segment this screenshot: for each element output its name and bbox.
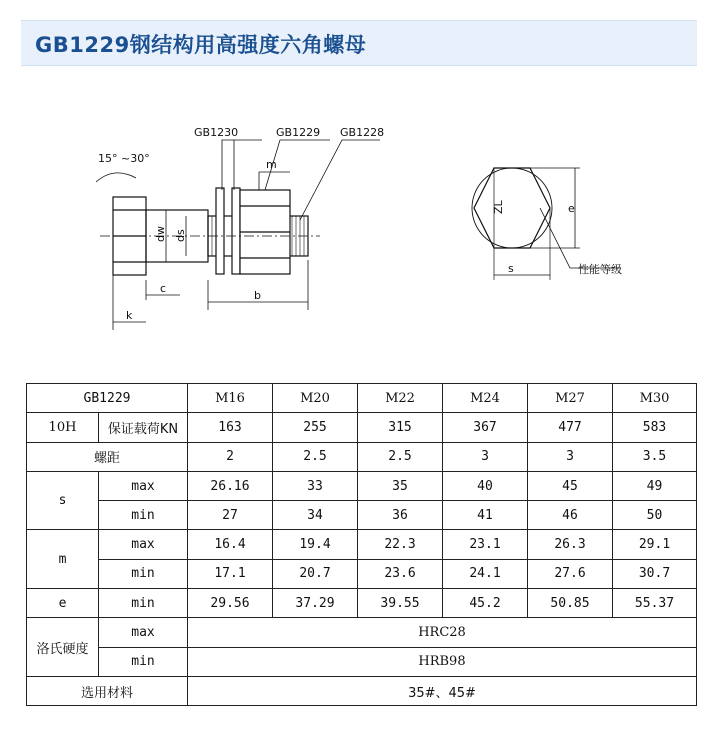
table-cell: 39.55 [358,589,443,618]
material-label: 选用材料 [27,676,188,705]
header-label: GB1229 [27,384,188,413]
table-cell: 2.5 [273,442,358,471]
table-cell: 2 [188,442,273,471]
table-row-hardness-max [27,618,697,647]
marking-label: ZL [492,200,505,214]
table-cell: 2.5 [358,442,443,471]
table-cell: 29.56 [188,589,273,618]
header-col: M16 [188,384,273,413]
header-col: M22 [358,384,443,413]
spec-table [26,383,697,706]
table-row-load [27,413,697,442]
header-col: M27 [528,384,613,413]
dim-ds-label: ds [174,229,187,242]
table-cell: 34 [273,501,358,530]
m-label: m [27,530,99,589]
hex-outline-shape [474,168,550,248]
table-cell: 3.5 [613,442,697,471]
table-cell: 46 [528,501,613,530]
table-cell: 24.1 [443,559,528,588]
table-cell: 27 [188,501,273,530]
hardness-label: 洛氏硬度 [27,618,99,677]
table-cell: 583 [613,413,697,442]
table-cell: 50.85 [528,589,613,618]
sub-label: min [99,501,188,530]
table-cell: 35 [358,471,443,500]
table-cell: 27.6 [528,559,613,588]
dim-c-label: c [160,282,167,295]
hardness-min-value: HRB98 [188,647,697,676]
table-row-m-min [27,559,697,588]
header-col: M30 [613,384,697,413]
title-bar [21,20,697,66]
table-cell: 33 [273,471,358,500]
table-row-e [27,589,697,618]
table-cell: 36 [358,501,443,530]
hardness-max-value: HRC28 [188,618,697,647]
header-col: M24 [443,384,528,413]
std-washer-label: GB1230 [194,126,239,139]
table-cell: 45 [528,471,613,500]
dim-k-label: k [126,309,133,322]
s-label: s [27,471,99,530]
dim-b-label: b [254,289,261,302]
sub-label: max [99,618,188,647]
angle-label: 15° ~30° [98,152,150,165]
table-cell: 23.6 [358,559,443,588]
e-label: e [27,589,99,618]
pitch-label: 螺距 [27,442,188,471]
table-cell: 23.1 [443,530,528,559]
table-cell: 26.16 [188,471,273,500]
sub-label: max [99,530,188,559]
load-label: 保证载荷KN [99,413,188,442]
table-cell: 50 [613,501,697,530]
washer-1-shape [216,188,224,274]
grade-label: 性能等级 [578,263,622,276]
table-cell: 17.1 [188,559,273,588]
table-cell: 3 [443,442,528,471]
table-cell: 16.4 [188,530,273,559]
technical-drawing [0,110,719,360]
material-value: 35#、45# [188,676,697,705]
table-cell: 29.1 [613,530,697,559]
table-cell: 37.29 [273,589,358,618]
table-cell: 315 [358,413,443,442]
table-cell: 3 [528,442,613,471]
table-cell: 20.7 [273,559,358,588]
sub-label: min [99,589,188,618]
sub-label: min [99,559,188,588]
table-row-s-min [27,501,697,530]
table-cell: 22.3 [358,530,443,559]
table-cell: 55.37 [613,589,697,618]
table-cell: 26.3 [528,530,613,559]
dim-m-label: m [266,158,277,171]
page-title: GB1229钢结构用高强度六角螺母 [35,33,367,57]
table-cell: 19.4 [273,530,358,559]
table-row-hardness-min [27,647,697,676]
table-cell: 45.2 [443,589,528,618]
table-cell: 40 [443,471,528,500]
table-row-pitch [27,442,697,471]
sub-label: min [99,647,188,676]
std-nut-label: GB1229 [276,126,321,139]
table-row-m-max [27,530,697,559]
table-cell: 367 [443,413,528,442]
table-row-s-max [27,471,697,500]
bolt-assembly-drawing [0,110,719,360]
table-cell: 477 [528,413,613,442]
std-bolt-label: GB1228 [340,126,385,139]
table-row-material [27,676,697,705]
table-cell: 41 [443,501,528,530]
table-cell: 255 [273,413,358,442]
dim-dw-label: dw [154,226,167,242]
table-cell: 49 [613,471,697,500]
washer-2-shape [232,188,240,274]
table-cell: 163 [188,413,273,442]
dim-e-label: e [568,202,575,215]
table-row-header [27,384,697,413]
dim-s-label: s [508,262,514,275]
sub-label: max [99,471,188,500]
header-col: M20 [273,384,358,413]
table-cell: 30.7 [613,559,697,588]
grade-cell: 10H [27,413,99,442]
